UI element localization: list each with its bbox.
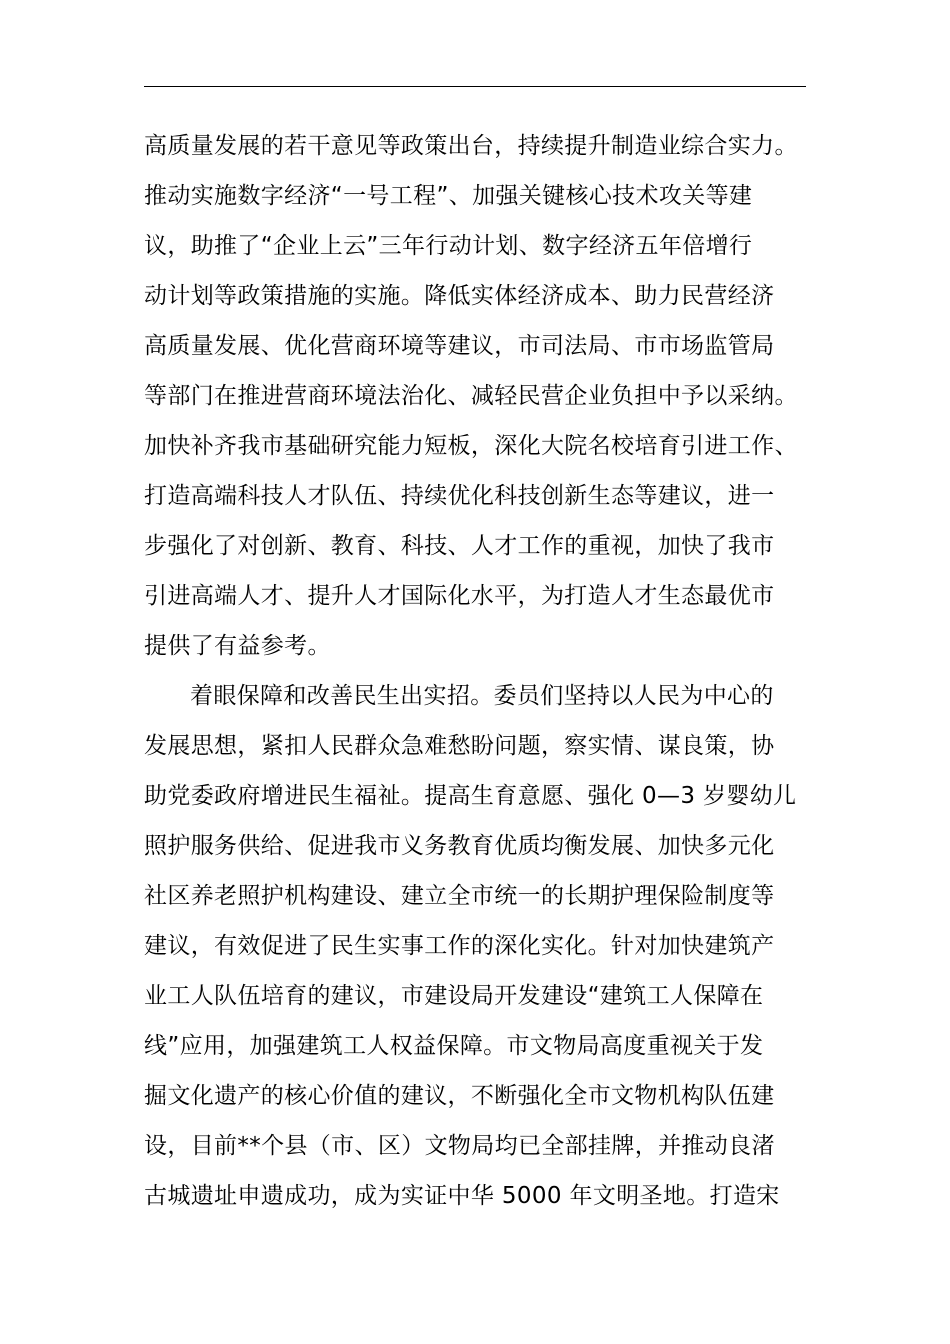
text-line: 古城遗址申遗成功，成为实证中华 5000 年文明圣地。打造宋: [144, 1183, 780, 1209]
text-line: 业工人队伍培育的建议，市建设局开发建设“建筑工人保障在: [144, 983, 764, 1009]
text-line: 高质量发展的若干意见等政策出台，持续提升制造业综合实力。: [144, 133, 798, 159]
text-line: 建议，有效促进了民生实事工作的深化实化。针对加快建筑产: [144, 933, 775, 959]
text-line: 发展思想，紧扣人民群众急难愁盼问题，察实情、谋良策，协: [144, 733, 775, 759]
text-line: 引进高端人才、提升人才国际化水平，为打造人才生态最优市: [144, 583, 775, 609]
text-line: 高质量发展、优化营商环境等建议，市司法局、市市场监管局: [144, 333, 775, 359]
text-line: 等部门在推进营商环境法治化、减轻民营企业负担中予以采纳。: [144, 383, 798, 409]
text-line: 步强化了对创新、教育、科技、人才工作的重视，加快了我市: [144, 533, 775, 559]
text-line: 设，目前**个县（市、区）文物局均已全部挂牌，并推动良渚: [144, 1133, 775, 1159]
text-line: 打造高端科技人才队伍、持续优化科技创新生态等建议，进一: [144, 483, 775, 509]
paragraph-start-line: 着眼保障和改善民生出实招。委员们坚持以人民为中心的: [190, 683, 774, 709]
text-line: 助党委政府增进民生福祉。提高生育意愿、强化 0—3 岁婴幼儿: [144, 783, 797, 809]
text-line: 线”应用，加强建筑工人权益保障。市文物局高度重视关于发: [144, 1033, 764, 1059]
text-line: 推动实施数字经济“一号工程”、加强关键核心技术攻关等建: [144, 183, 753, 209]
text-line: 加快补齐我市基础研究能力短板，深化大院名校培育引进工作、: [144, 433, 798, 459]
text-line: 照护服务供给、促进我市义务教育优质均衡发展、加快多元化: [144, 833, 775, 859]
header-rule: [144, 86, 806, 87]
text-line: 提供了有益参考。: [144, 633, 331, 659]
body-text: [144, 123, 844, 1223]
text-line: 社区养老照护机构建设、建立全市统一的长期护理保险制度等: [144, 883, 775, 909]
text-line: 动计划等政策措施的实施。降低实体经济成本、助力民营经济: [144, 283, 775, 309]
text-line: 议，助推了“企业上云”三年行动计划、数字经济五年倍增行: [144, 233, 753, 259]
text-line: 掘文化遗产的核心价值的建议，不断强化全市文物机构队伍建: [144, 1083, 775, 1109]
